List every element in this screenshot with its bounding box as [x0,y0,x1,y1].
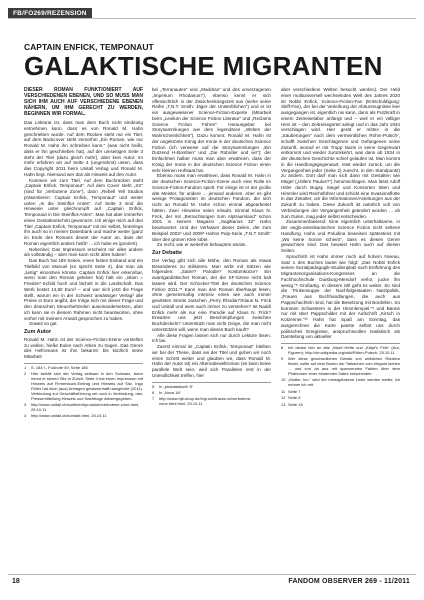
paragraph: Nebenbei: Das Impressum erscheint mir alles andere als vollständig – aber man kann nicht alles haben². [24,246,143,258]
footnote: 12 Seite 6 [281,395,301,401]
column-2 [152,87,271,409]
article-kicker: CAPTAIN ENFICK, TEMPONAUT [24,42,154,52]
paragraph: Kommen wir zum Titel. Auf dem Buchrücken steht „Captain Enfick, Temponaut“. Auf dem Cover steht „XX“ (sind für „Verbotene Zone“), dann „Rebell Yell Studios präsentieren: Captain Enfick, Temponaut“ und weiter unten „In die Steinflut Antes“. Auf Seite 3 sind die Hinweise unter gleichrumpft auf „Captain Enfick, Temponaut in Die Steinflut-Anten“. Man hat aber immerhin einen Gestaltentschritt gewonnen. Ich einige mich auf den Titel „Captain Enfick, Temponaut“ mit mir selbst, hinterlege ihn auch so in meiner Datenbank und mache weiter (ganz im Ende des Romans deutet der Autor an, dass der Roman eigentlich anders heißt¹ ... ich habe es ignoriert). [24,177,143,246]
footer-divider [8,574,416,575]
paragraph: Zuerst einmal ist „Captain Enfick, Temponaut“ bleiben wir bei der These, dass sei der Titel und gehen wir noch einen Schritt weiter und glauben wir, dass Ronald M. Hahn der Autor ist) ein Alternativweltroman (es kann keine parallele Welt sein, weil sich Parallelen erst in der Unendlichkeit treffen, hier [152,344,271,378]
section-tag: FB/FO269/REZENSION [8,8,92,19]
footnote: 4 http://www.unitall.ch/kontakt.html, 25.10.11 [24,413,107,419]
paragraph: Das Lektorat ist, dass man dem Buch nicht eindeutig entnehmen kann, dass es von Ronald M. Hahn geschrieben wurde. Auf dem Rücken steht nur ein Titel, auf dem Backcover steht immerhin „Ein Roman, wie nur Ronald M. Hahn ihn schreiben kann.“ (was nicht heißt, dass er ihn geschrieben hat), auf der umseitigen Seite 3 steht der Titel (dazu gleich mehr), aber kein Autor. Im mehr erfahren wir auf Seite 4 (ungerahmt) unten, dass das Copyright 2011 beim Unitall Verlag und Ronald M. Hahn liegt. Niemand wer das als Hinweis auf den Autor. [24,120,143,177]
footnote: 3 http://www.unitall.ch/sortiment/produkte/verbotene-zone.html, 25.10.11 [24,402,140,412]
paragraph: Ronald M. Hahn ist der Science-Fiction-Szene vorstellen zu wollen, hieße Eulen nach Athen zu tragen. Das Genre des Hefromans ist ihm bekannt: bis kürzlich seine Mitarbeit [24,336,143,359]
paragraph: Zu recht, wie er weiterhin behaupten würde. [157,242,247,248]
footnote-divider [152,382,271,383]
page-number: 18 [12,578,20,585]
footnote-divider [24,363,143,364]
footnote: 7 http://www.hjb-shop.de/logi.sch/tracks.vz/verbotene-zone.html.html, 25.10.11 [152,396,252,407]
subheading: Zum Autor [24,329,52,335]
paragraph: Zusammenfassend: Eine eigentlich unterhaltsame, in der anglo-amerikanischen Science Fiction nicht seltene Handlung. Hahn und Poludina beweisen spätestens mit „Wo keine Sonne scheint“, dass es diesen Genre gewachsen sind. Das beweist Hahn auch auf diesen Seiten. [281,219,400,253]
paragraph: Der Verlag gibt sich alle Mühe, den Roman als etwas Besonderes zu stilisieren. Man wirbt mit Sätzen wie folgenden: „Satire? Parodie? Kostümkürze? Ein avantgardistischer Roman, der die SF-Szene nicht kalt lassen wird. Der Schocker-Titel der deutschen Science Fiction 2011.“⁶ Kann man den Roman überhaupt lesen, ohne gemeinmaßig intensiv eines wie auch immer gearteten Streits zwischen „Perry Rhodan“/Klaus N. Frick und Unitall und wem auch immer zu verstehen? Ist Naddi Enfick mehr als nur eine Parodie auf Klaus N. Frick? Erwarten uns jetzt Beschimpfungen zwischen Buchdeckeln? Unterstützt man nicht Dinge, die man nicht unterstützen will, wenn man dieses Buch kauft? [152,257,271,332]
paragraph: Ebenso muss man erwähnen, dass Ronald M. Hahn in der deutschen Science-Fiction-Szene auch eine Rolle im Science-Fiction-Fandom spielt. Für einige ist er der große alte Meister, für andere ... jemand anderes. Aber es gibt wenige Protagonisten im deutschen Fandom, die sich nicht an Ronald M. Hahn schon einmal abgearbeitet hätten. Zwei Hinweise seien erlaubt. Einmal Klaus N. Frick, der mit „Betrachtungen zum Alptraumland“ schon 2001 in seinem Magazin „Sagittarius 32“ Hahn beantwortet. Und der Verfasser dieser Zeilen, der zum Beispiel 2003⁴ und 2009⁵ Hahns Pulp-Serie „T.N.T Smith“ über den grünen Klee lobte. [152,173,271,242]
article-body [24,87,400,517]
paragraph: aber verschiedene Welten besucht werden). Der Held einer multiuniversell wechselnden Welt des Jahres 2020 ist Nobbi Enfick, Science-Fiction-Fan (Entschuldigung: Skiff-Fan), der bei der Verleihung der Abiturzeugnisse leer ausgegangen ist, eigentlich nix kann, dann als Putzkraft in einem Zeitreiselabor anfängt und – weil er ein völliger Hirni ist – den Zeitreisegürtel anlegt und in das Jahr 1934 verschlagen wird. Hier gerät er mitten in die „Säuberungen“ nach dem vermeintlichen Röhm-Putsch⁷, schafft zwischen Geschlagenen und Gefangenen seine Zukunft, worauf er mit Trupp Nazis in seine Gegenwart entkommt und wieder zurückkehrt, was dann ab 1934 in der deutschen Geschichte schief gelaufen ist. Man kommt in die Handlungsgegenwart, reist wieder zurück, um die Vergangenheit jeder (Seite 2) zurecht, in den Standpunkt) zu ändern. Dort darf man sich dann mit Gestalten wie Mügel („Hitlers Paulus?“) herumschlagen. Man lässt Adolf Hitler durch Bugsy Siegel und Konsorten töten und Himmler wird Reichsführer und schickt eine Invasionsflotte in das Zeitalter, um die Informationen/Anleitungen aus der Zukunft zu haben. Diese Zukunft ist natürlich voll von Verbindungen der Vergangenheit geändert worden ... ob zum Guten, mag jeder selbst entscheiden. [281,87,400,219]
footnote: 2 Hier behält sich der Verlag seltsam in den Schwarz, Autor nennt er seinen Sitz in Zürich; Seite 4 hat einen Impressum mit Hinweis auf Firmenbuch-Eintrag und Hinweis auf Sitz. Ingo Flöter hat mich (aus) Anfragen gewissenhaft rausgehört (2011). Verbindung zur Geschäftsführung sei noch in Verbindung, das: Pressemitteilung Hinweis und Nachfrage wiedergegeben. [24,371,143,401]
paragraph: Soweit so gut. [29,321,58,327]
footnote: 6 In „Nova 16“ [152,389,182,395]
footnote: 1 S. 184 f., Fußnote 49, Seite 185 [24,364,88,370]
paragraph: bei „Terranauten“ und „Maddrax“ und des unverzagenen „Imperium Rhodanum“), ebenso kennt er sich offensichtlich in der Zwischenkriegszeit aus (siehe seine Reihe „T.N.T. Smith: Jäger der Unsterblichen“) und er ist ein ausgewiesener Science-Fiction-Experte (Mitarbeit beim „Lexikon der Science Fiction Literatur“ und „Reclams Science Fiction Führer“. Herausgeber bei Storysammlungen wie dem legendären „Welten der Wahrscheinlichkeit“). Dazu kommt: Ronald M. Hahn ist der ungekrönte König der Ironie in der deutschen Science Fiction (ich verweise auf die Storysammlungen „Ein Dutzend H-Bomben“ und „Die Robotler und wir“): der Einfachheit halber muss man aber erwähnen, dass der König der Ironie in der deutschen Science Fiction einen sehr kleinen Hofstaat hat. [152,87,271,173]
footnote: 8 Ich denke hier an alte „Mast“-Hefte und „Kläpf’n Fels“ (Auf-Figuren): http://de.wikipedia.org/wiki/Röhm-Putsch, 25.10.11 [281,345,400,355]
footnote: 10 „Mutter, Inc.“ wird der meistgelesene Leser werden weiter, ich nehme ich mit. [281,377,400,388]
footnote-divider [281,343,400,344]
footnote: 11 Seite 7 [281,388,301,394]
article-title: GALAKTISCHE MIGRANTEN [24,51,383,81]
subheading: Zur Debatte [152,250,182,256]
paragraph: Das Buch hat 189 Seiten, einen festen Einband und ein Titelbild von Manuel (so spricht Seite 4), das man als „lustig“ einordnen könnte. Captain Enfick hier erkennbar, wenn man den Roman gelesen hat) hält ein „Islam = Frieden“-Schild hoch und lächelt in die Landschaft. Das Werk kostet 14,80 Euro³ – und wer sich jetzt die Frage stellt, warum ein in der Schweiz ansässiger Verlag³ alle Preise in Euro angibt, der möge sich mit dieser Frage und den deutschen Steuerbehörden auseinandersetzen, aber ich kann sie in diesem Rahmen nicht beantworten, ohne vorher mit meinem Anwalt gesprochen zu haben. [24,258,143,321]
paragraph: Sprachlich ist Hahn immer noch auf hohem Niveau. Satz 1 des Buches lautet wie folgt: „Das Nobbi Enfick seinen Sozialpädagogik-Studienplatz nach Entführung des Migrantenorganisations-Kongresses an die Fachhochschule Duisburg-Mendorf verlor, jucke ihn wenig.“⁸ Großartig. In diesem Stil geht es weiter. So sind die Trinkensuppe der Nachfolgestaaten Natzipolitik, „Frauen aus Buchhandlungen, die auch aus Pappschachteln sind, hat die Besetzung mit Bordellen. So kommen Schwestern in der Himmlerspiel.“⁹ und Banne nur mit über Pappschilder mit der Aufschrift „Kirsch in Kotzenner.“¹⁰ Hahn hat Spaß am Sonntag, das ausgerechnet die Karte passte selbst uns durch politisches Ereignisse, anspruchsvollen realistisch als Darstellung von aktueller [281,253,401,340]
paragraph: Alle diese Fragen lassen sich nur durch Lektüre lösen. Ich las. [152,332,271,344]
header-divider [8,18,416,19]
footnote: 9 Wer diese geschwollenen Details von wirklichen Relation findet, sollte auf dem Boden der Tatsachen vom elegant lachen ... und von da aus mit spannenden Fakten über dem Phänomen einer bindenden Satire entscheiden. [281,356,400,377]
column-1 [24,87,143,421]
lead-paragraph: DIESER ROMAN FUNKTIONIERT AUF VERSCHIEDENEN EBENEN, UND SO MUSS MAN SICH IHM AUCH AUF VERSCHIEDENE EBENEN NÄHERN, UM IHM GERECHT ZU WERDEN, BEGINNEN WIR FORMAL. [24,87,143,117]
footnote: 5 In „phantastisch! 8“ [152,383,194,389]
column-3 [281,87,400,409]
magazine-issue: FANDOM OBSERVER 269 - 11/2011 [288,578,410,585]
footnote: 13 Seite 15 [281,401,303,407]
